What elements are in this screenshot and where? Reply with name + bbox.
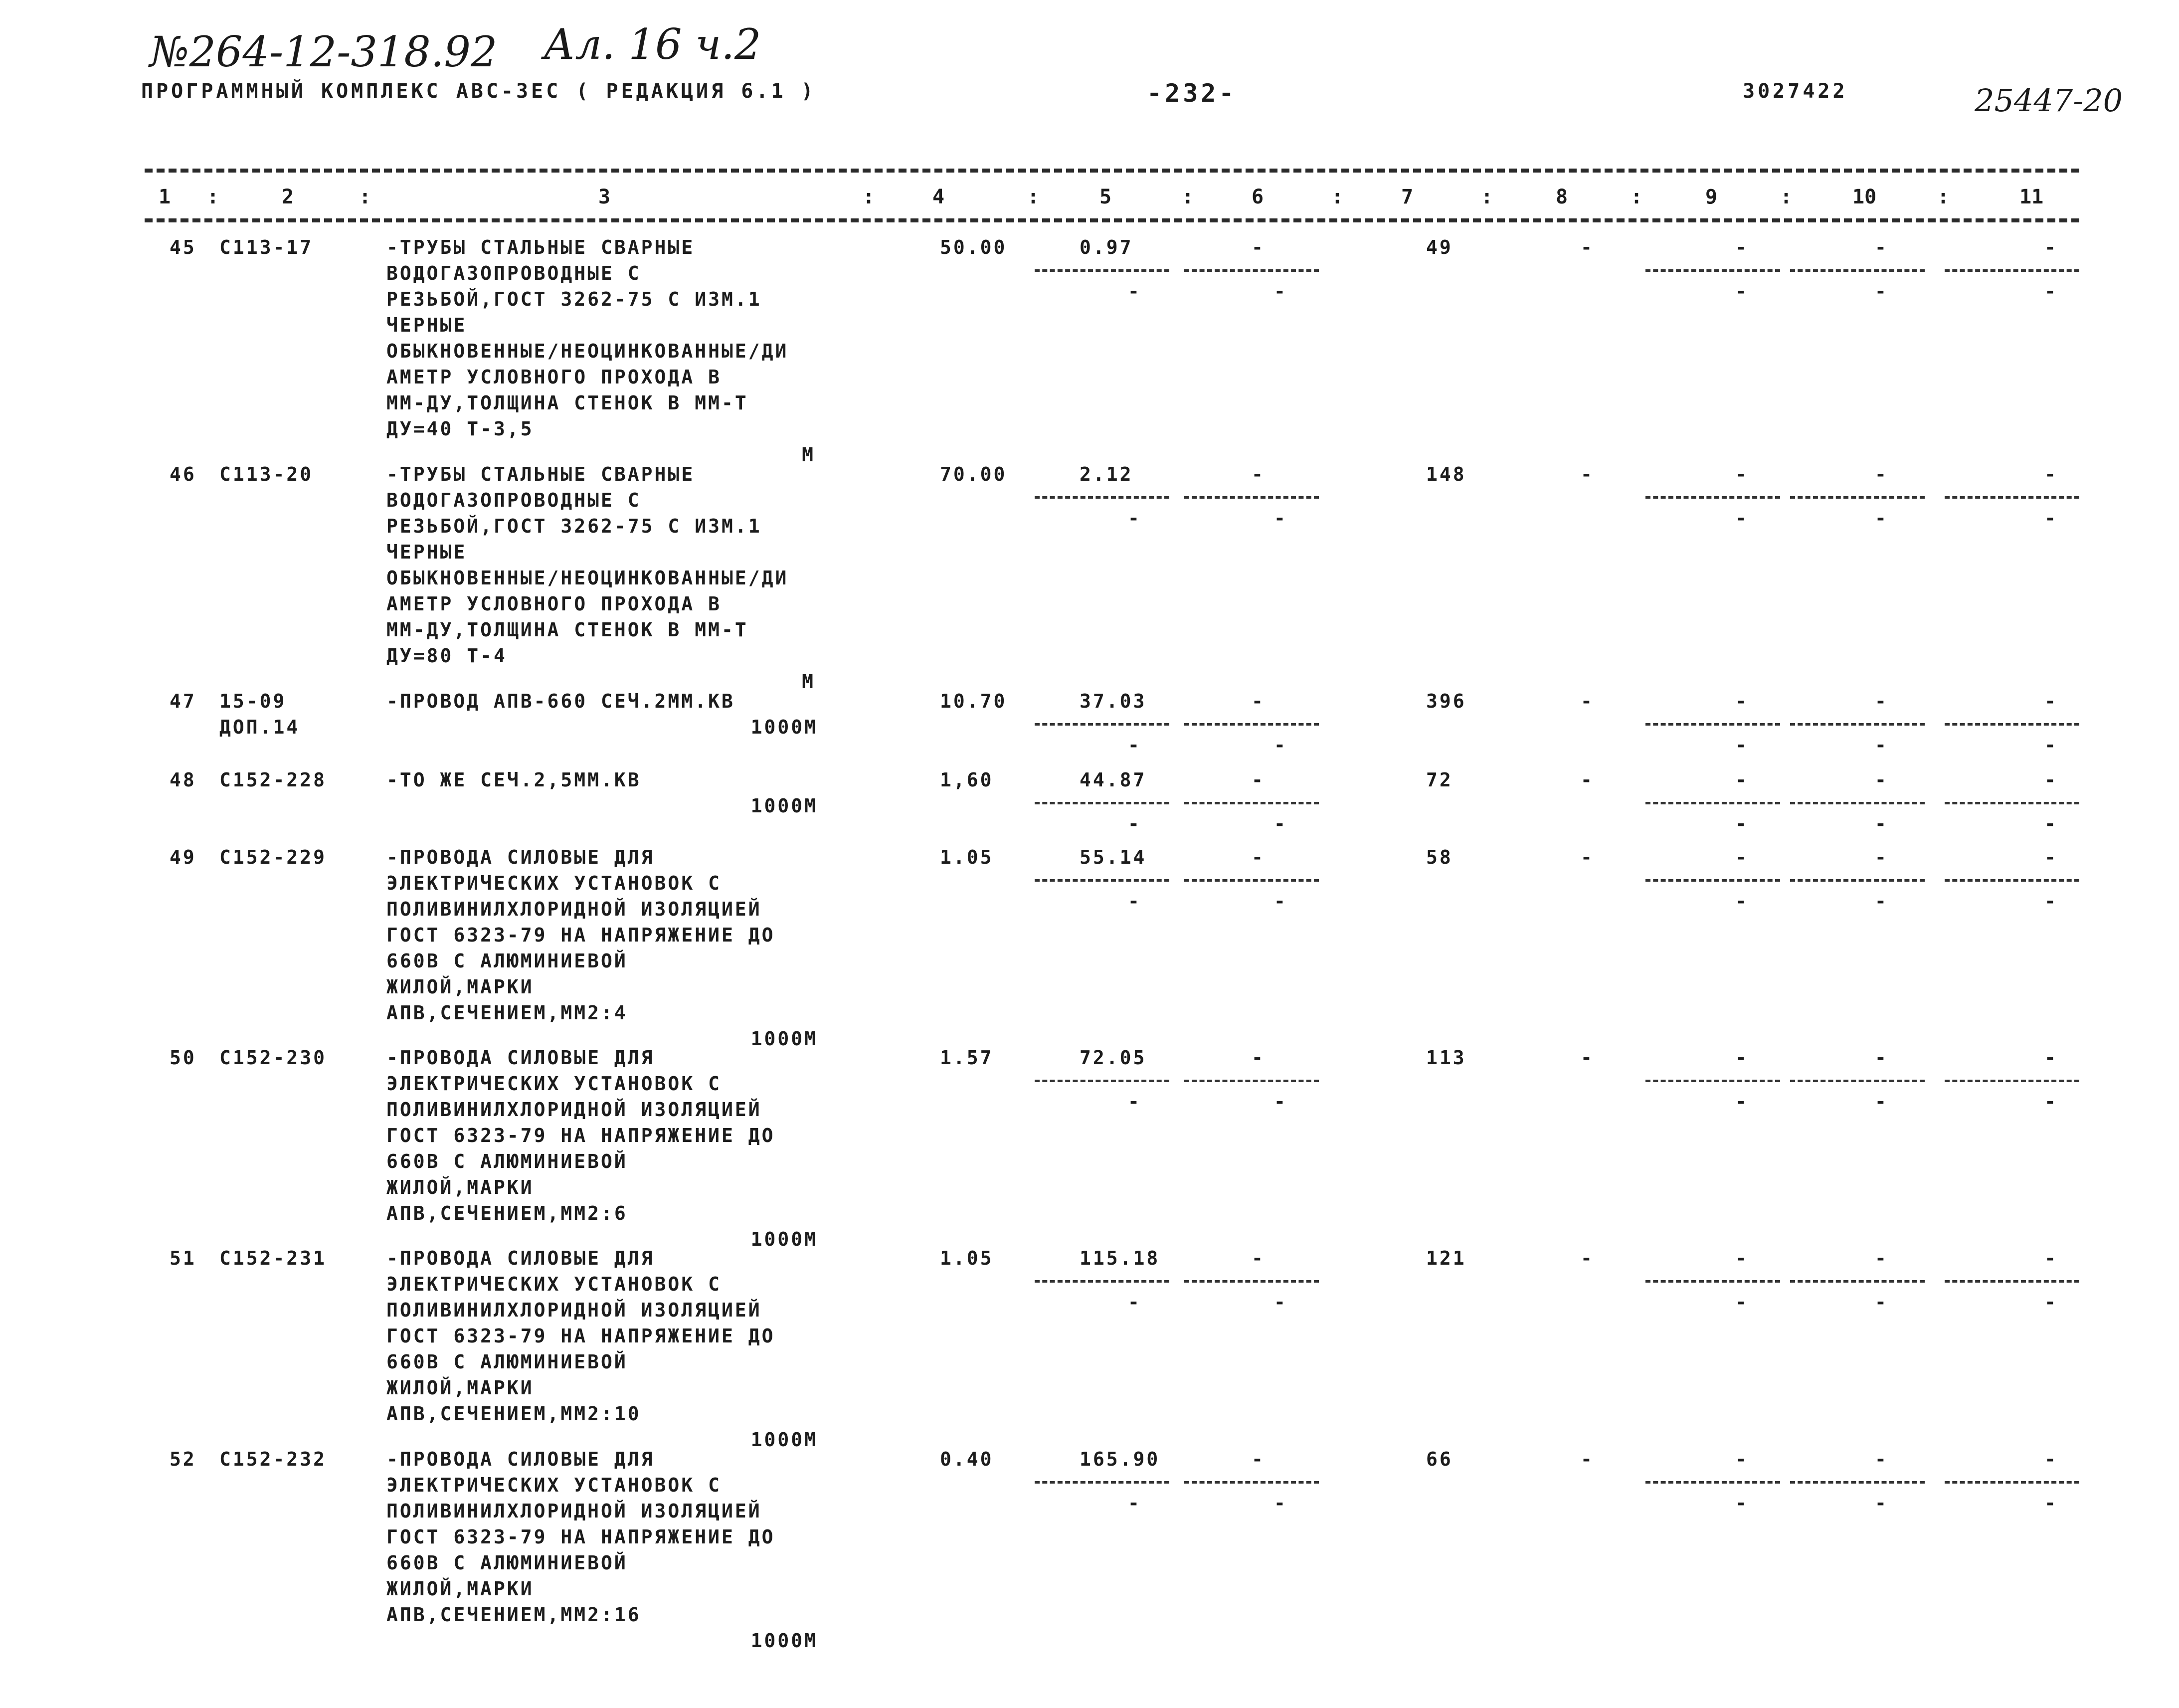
description-line: ЭЛЕКТРИЧЕСКИХ УСТАНОВОК С xyxy=(386,1273,722,1295)
handwritten-sheet: Ал. 16 ч.2 xyxy=(544,20,761,69)
dash-lower-col-10: - xyxy=(1875,890,1888,912)
description-line: ГОСТ 6323-79 НА НАПРЯЖЕНИЕ ДО xyxy=(386,1526,775,1548)
dash-col-10: - xyxy=(1875,1247,1888,1269)
dash-lower-col-9: - xyxy=(1735,890,1749,912)
dash-col-9: - xyxy=(1735,769,1749,791)
column-separator: : xyxy=(1182,186,1194,208)
dash-col-11: - xyxy=(2044,1047,2058,1069)
description-line: ЧЕРНЫЕ xyxy=(386,541,467,563)
description-line: ГОСТ 6323-79 НА НАПРЯЖЕНИЕ ДО xyxy=(386,1325,775,1347)
row-number: 45 xyxy=(170,236,196,258)
total-cost: 396 xyxy=(1426,690,1466,712)
dash-lower-col-9: - xyxy=(1735,507,1749,529)
dash-col-10: - xyxy=(1875,463,1888,485)
resource-code: С152-230 xyxy=(219,1047,327,1069)
quantity: 1.57 xyxy=(940,1047,994,1069)
dash-lower-col-9: - xyxy=(1735,1091,1749,1113)
dash-lower-col-5: - xyxy=(1128,813,1141,835)
quantity: 1,60 xyxy=(940,769,994,791)
resource-code: С152-228 xyxy=(219,769,327,791)
description-line: АПВ,СЕЧЕНИЕМ,ММ2:6 xyxy=(386,1202,628,1224)
description-line: ПОЛИВИНИЛХЛОРИДНОЙ ИЗОЛЯЦИЕЙ xyxy=(386,1299,762,1321)
column-header-7: 7 xyxy=(1401,186,1414,208)
dashed-line-col-10 xyxy=(1790,496,1925,499)
dash-lower-col-10: - xyxy=(1875,734,1888,756)
dashed-line-col-10 xyxy=(1790,1280,1925,1283)
dashed-line-col-10 xyxy=(1790,269,1925,272)
column-separator: : xyxy=(1780,186,1793,208)
description-line: -ТРУБЫ СТАЛЬНЫЕ СВАРНЫЕ xyxy=(386,463,695,485)
dashed-line-col-6 xyxy=(1184,802,1319,804)
dashed-line-col-5 xyxy=(1035,269,1169,272)
description-line: ПОЛИВИНИЛХЛОРИДНОЙ ИЗОЛЯЦИЕЙ xyxy=(386,1500,762,1522)
description-line: -ПРОВОД АПВ-660 СЕЧ.2ММ.КВ xyxy=(386,690,735,712)
description-line: ГОСТ 6323-79 НА НАПРЯЖЕНИЕ ДО xyxy=(386,1125,775,1146)
rule-header-bottom xyxy=(145,218,2079,222)
description-line: АМЕТР УСЛОВНОГО ПРОХОДА В xyxy=(386,366,722,388)
dash-lower-col-11: - xyxy=(2044,1091,2058,1113)
dashed-line-col-6 xyxy=(1184,496,1319,499)
dashed-line-col-9 xyxy=(1645,879,1780,882)
dash-col-11: - xyxy=(2044,236,2058,258)
description-line: ДУ=40 Т-3,5 xyxy=(386,418,534,440)
unit-price: 0.97 xyxy=(1080,236,1133,258)
dash-lower-col-5: - xyxy=(1128,1091,1141,1113)
description-line: 660В С АЛЮМИНИЕВОЙ xyxy=(386,1150,628,1172)
dash-lower-col-10: - xyxy=(1875,1492,1888,1514)
dash-lower-col-5: - xyxy=(1128,890,1141,912)
dash-lower-col-11: - xyxy=(2044,890,2058,912)
dash-lower-col-9: - xyxy=(1735,280,1749,302)
dash-col-8: - xyxy=(1581,236,1594,258)
row-number: 51 xyxy=(170,1247,196,1269)
dash-lower-col-6: - xyxy=(1274,813,1287,835)
dash-lower-col-10: - xyxy=(1875,507,1888,529)
quantity: 1.05 xyxy=(940,846,994,868)
dash-lower-col-11: - xyxy=(2044,813,2058,835)
dash-col-10: - xyxy=(1875,769,1888,791)
dash-col-8: - xyxy=(1581,690,1594,712)
description-line: АПВ,СЕЧЕНИЕМ,ММ2:16 xyxy=(386,1604,641,1626)
column-separator: : xyxy=(207,186,219,208)
description-line: АПВ,СЕЧЕНИЕМ,ММ2:4 xyxy=(386,1002,628,1024)
unit-label: 1000М xyxy=(750,795,818,817)
dash-lower-col-11: - xyxy=(2044,280,2058,302)
row-number: 46 xyxy=(170,463,196,485)
dashed-line-col-5 xyxy=(1035,1481,1169,1484)
description-line: ПОЛИВИНИЛХЛОРИДНОЙ ИЗОЛЯЦИЕЙ xyxy=(386,1099,762,1121)
column-header-6: 6 xyxy=(1252,186,1264,208)
description-line: -ПРОВОДА СИЛОВЫЕ ДЛЯ xyxy=(386,1448,655,1470)
description-line: -ПРОВОДА СИЛОВЫЕ ДЛЯ xyxy=(386,846,655,868)
description-line: ЖИЛОЙ,МАРКИ xyxy=(386,1578,534,1600)
description-line: ОБЫКНОВЕННЫЕ/НЕОЦИНКОВАННЫЕ/ДИ xyxy=(386,567,789,589)
dash-lower-col-5: - xyxy=(1128,507,1141,529)
column-header-9: 9 xyxy=(1705,186,1718,208)
dash-lower-col-6: - xyxy=(1274,1091,1287,1113)
description-line: ДУ=80 Т-4 xyxy=(386,645,507,667)
column-header-1: 1 xyxy=(159,186,171,208)
unit-price: 72.05 xyxy=(1080,1047,1147,1069)
dashed-line-col-5 xyxy=(1035,802,1169,804)
resource-code: С152-231 xyxy=(219,1247,327,1269)
dash-col-11: - xyxy=(2044,463,2058,485)
dashed-line-col-5 xyxy=(1035,496,1169,499)
dash-lower-col-6: - xyxy=(1274,1492,1287,1514)
dash-lower-col-9: - xyxy=(1735,813,1749,835)
total-cost: 121 xyxy=(1426,1247,1466,1269)
resource-code: С113-20 xyxy=(219,463,314,485)
dashed-line-col-10 xyxy=(1790,723,1925,726)
total-cost: 58 xyxy=(1426,846,1453,868)
quantity: 70.00 xyxy=(940,463,1007,485)
column-header-10: 10 xyxy=(1852,186,1877,208)
dashed-line-col-11 xyxy=(1945,1080,2079,1082)
description-line: РЕЗЬБОЙ,ГОСТ 3262-75 С ИЗМ.1 xyxy=(386,288,762,310)
column-header-8: 8 xyxy=(1556,186,1568,208)
description-line: РЕЗЬБОЙ,ГОСТ 3262-75 С ИЗМ.1 xyxy=(386,515,762,537)
description-line: ММ-ДУ,ТОЛЩИНА СТЕНОК В ММ-Т xyxy=(386,392,748,414)
description-line: -ПРОВОДА СИЛОВЫЕ ДЛЯ xyxy=(386,1047,655,1069)
description-line: ВОДОГАЗОПРОВОДНЫЕ С xyxy=(386,262,641,284)
dashed-line-col-9 xyxy=(1645,496,1780,499)
quantity: 10.70 xyxy=(940,690,1007,712)
dash-col-8: - xyxy=(1581,1448,1594,1470)
total-cost: 49 xyxy=(1426,236,1453,258)
dash-col-11: - xyxy=(2044,769,2058,791)
dashed-line-col-10 xyxy=(1790,1080,1925,1082)
dashed-line-col-5 xyxy=(1035,879,1169,882)
description-line: ЖИЛОЙ,МАРКИ xyxy=(386,1176,534,1198)
dash-col-6: - xyxy=(1252,1448,1265,1470)
handwritten-right-code: 25447-20 xyxy=(1975,82,2123,119)
dash-col-6: - xyxy=(1252,1247,1265,1269)
dashed-line-col-9 xyxy=(1645,1080,1780,1082)
dashed-line-col-11 xyxy=(1945,1481,2079,1484)
dash-lower-col-6: - xyxy=(1274,890,1287,912)
row-number: 48 xyxy=(170,769,196,791)
unit-price: 165.90 xyxy=(1080,1448,1160,1470)
dash-col-9: - xyxy=(1735,1247,1749,1269)
description-line: ЧЕРНЫЕ xyxy=(386,314,467,336)
dash-col-10: - xyxy=(1875,236,1888,258)
dash-col-11: - xyxy=(2044,690,2058,712)
description-line: -ПРОВОДА СИЛОВЫЕ ДЛЯ xyxy=(386,1247,655,1269)
quantity: 50.00 xyxy=(940,236,1007,258)
dash-lower-col-5: - xyxy=(1128,1492,1141,1514)
dash-col-6: - xyxy=(1252,690,1265,712)
dash-lower-col-10: - xyxy=(1875,280,1888,302)
dash-col-10: - xyxy=(1875,1448,1888,1470)
rule-top xyxy=(145,169,2079,173)
dash-lower-col-5: - xyxy=(1128,734,1141,756)
resource-code-extra: ДОП.14 xyxy=(219,716,300,738)
dash-col-6: - xyxy=(1252,463,1265,485)
dashed-line-col-6 xyxy=(1184,269,1319,272)
row-number: 52 xyxy=(170,1448,196,1470)
dashed-line-col-6 xyxy=(1184,723,1319,726)
unit-label: 1000М xyxy=(750,1228,818,1250)
unit-price: 44.87 xyxy=(1080,769,1147,791)
dash-col-8: - xyxy=(1581,1247,1594,1269)
unit-label: М xyxy=(802,671,815,693)
resource-code: 15-09 xyxy=(219,690,287,712)
dash-lower-col-6: - xyxy=(1274,734,1287,756)
total-cost: 113 xyxy=(1426,1047,1466,1069)
dash-lower-col-11: - xyxy=(2044,734,2058,756)
dashed-line-col-6 xyxy=(1184,879,1319,882)
dash-col-11: - xyxy=(2044,846,2058,868)
dash-lower-col-9: - xyxy=(1735,734,1749,756)
dashed-line-col-9 xyxy=(1645,1280,1780,1283)
dashed-line-col-11 xyxy=(1945,496,2079,499)
dash-col-8: - xyxy=(1581,463,1594,485)
dashed-line-col-11 xyxy=(1945,1280,2079,1283)
column-separator: : xyxy=(1331,186,1344,208)
unit-price: 115.18 xyxy=(1080,1247,1160,1269)
row-number: 50 xyxy=(170,1047,196,1069)
column-header-2: 2 xyxy=(282,186,294,208)
dash-col-9: - xyxy=(1735,1448,1749,1470)
description-line: ЖИЛОЙ,МАРКИ xyxy=(386,1377,534,1399)
dash-lower-col-6: - xyxy=(1274,507,1287,529)
quantity: 1.05 xyxy=(940,1247,994,1269)
total-cost: 66 xyxy=(1426,1448,1453,1470)
dash-lower-col-11: - xyxy=(2044,1492,2058,1514)
dash-lower-col-11: - xyxy=(2044,1291,2058,1313)
dashed-line-col-9 xyxy=(1645,723,1780,726)
total-cost: 148 xyxy=(1426,463,1466,485)
unit-price: 37.03 xyxy=(1080,690,1147,712)
column-separator: : xyxy=(863,186,875,208)
dashed-line-col-5 xyxy=(1035,723,1169,726)
dash-col-8: - xyxy=(1581,846,1594,868)
dash-col-9: - xyxy=(1735,1047,1749,1069)
dashed-line-col-9 xyxy=(1645,269,1780,272)
dashed-line-col-10 xyxy=(1790,879,1925,882)
dash-col-6: - xyxy=(1252,846,1265,868)
unit-label: 1000М xyxy=(750,716,818,738)
unit-price: 55.14 xyxy=(1080,846,1147,868)
dashed-line-col-11 xyxy=(1945,269,2079,272)
dash-col-8: - xyxy=(1581,769,1594,791)
dashed-line-col-6 xyxy=(1184,1280,1319,1283)
dashed-line-col-5 xyxy=(1035,1080,1169,1082)
dashed-line-col-11 xyxy=(1945,723,2079,726)
dash-lower-col-5: - xyxy=(1128,280,1141,302)
unit-price: 2.12 xyxy=(1080,463,1133,485)
dash-col-6: - xyxy=(1252,1047,1265,1069)
dash-lower-col-11: - xyxy=(2044,507,2058,529)
description-line: ЭЛЕКТРИЧЕСКИХ УСТАНОВОК С xyxy=(386,1474,722,1496)
dashed-line-col-9 xyxy=(1645,802,1780,804)
column-header-3: 3 xyxy=(598,186,611,208)
dash-col-11: - xyxy=(2044,1247,2058,1269)
dashed-line-col-6 xyxy=(1184,1080,1319,1082)
dashed-line-col-10 xyxy=(1790,802,1925,804)
page-number: -232- xyxy=(1147,79,1237,108)
dash-col-10: - xyxy=(1875,690,1888,712)
description-line: АМЕТР УСЛОВНОГО ПРОХОДА В xyxy=(386,593,722,615)
dash-col-9: - xyxy=(1735,690,1749,712)
handwritten-doc-code: №264-12-318.92 xyxy=(150,27,498,76)
column-header-4: 4 xyxy=(932,186,945,208)
quantity: 0.40 xyxy=(940,1448,994,1470)
unit-label: 1000М xyxy=(750,1429,818,1451)
row-number: 47 xyxy=(170,690,196,712)
description-line: АПВ,СЕЧЕНИЕМ,ММ2:10 xyxy=(386,1403,641,1425)
column-separator: : xyxy=(1027,186,1040,208)
dash-col-10: - xyxy=(1875,846,1888,868)
dash-col-9: - xyxy=(1735,236,1749,258)
dash-col-9: - xyxy=(1735,846,1749,868)
column-header-5: 5 xyxy=(1099,186,1112,208)
dash-col-9: - xyxy=(1735,463,1749,485)
dash-lower-col-6: - xyxy=(1274,1291,1287,1313)
description-line: ГОСТ 6323-79 НА НАПРЯЖЕНИЕ ДО xyxy=(386,924,775,946)
unit-label: 1000М xyxy=(750,1028,818,1050)
description-line: ЭЛЕКТРИЧЕСКИХ УСТАНОВОК С xyxy=(386,1073,722,1095)
description-line: 660В С АЛЮМИНИЕВОЙ xyxy=(386,1351,628,1373)
dash-col-10: - xyxy=(1875,1047,1888,1069)
column-separator: : xyxy=(359,186,371,208)
column-separator: : xyxy=(1937,186,1950,208)
dashed-line-col-11 xyxy=(1945,879,2079,882)
description-line: 660В С АЛЮМИНИЕВОЙ xyxy=(386,950,628,972)
dash-lower-col-5: - xyxy=(1128,1291,1141,1313)
description-line: ВОДОГАЗОПРОВОДНЫЕ С xyxy=(386,489,641,511)
description-line: ЭЛЕКТРИЧЕСКИХ УСТАНОВОК С xyxy=(386,872,722,894)
resource-code: С113-17 xyxy=(219,236,314,258)
description-line: -ТРУБЫ СТАЛЬНЫЕ СВАРНЫЕ xyxy=(386,236,695,258)
dashed-line-col-5 xyxy=(1035,1280,1169,1283)
document-code: 3027422 xyxy=(1743,80,1848,103)
unit-label: М xyxy=(802,444,815,466)
description-line: -ТО ЖЕ СЕЧ.2,5ММ.КВ xyxy=(386,769,641,791)
unit-label: 1000М xyxy=(750,1630,818,1652)
dash-col-6: - xyxy=(1252,236,1265,258)
resource-code: С152-229 xyxy=(219,846,327,868)
dashed-line-col-10 xyxy=(1790,1481,1925,1484)
dash-lower-col-9: - xyxy=(1735,1492,1749,1514)
dash-lower-col-10: - xyxy=(1875,1091,1888,1113)
dash-col-6: - xyxy=(1252,769,1265,791)
dash-col-11: - xyxy=(2044,1448,2058,1470)
row-number: 49 xyxy=(170,846,196,868)
description-line: ПОЛИВИНИЛХЛОРИДНОЙ ИЗОЛЯЦИЕЙ xyxy=(386,898,762,920)
dash-lower-col-10: - xyxy=(1875,813,1888,835)
description-line: 660В С АЛЮМИНИЕВОЙ xyxy=(386,1552,628,1574)
dashed-line-col-6 xyxy=(1184,1481,1319,1484)
resource-code: С152-232 xyxy=(219,1448,327,1470)
dash-lower-col-6: - xyxy=(1274,280,1287,302)
column-separator: : xyxy=(1481,186,1493,208)
column-separator: : xyxy=(1631,186,1643,208)
dash-lower-col-10: - xyxy=(1875,1291,1888,1313)
dash-lower-col-9: - xyxy=(1735,1291,1749,1313)
description-line: ММ-ДУ,ТОЛЩИНА СТЕНОК В ММ-Т xyxy=(386,619,748,641)
total-cost: 72 xyxy=(1426,769,1453,791)
description-line: ЖИЛОЙ,МАРКИ xyxy=(386,976,534,998)
description-line: ОБЫКНОВЕННЫЕ/НЕОЦИНКОВАННЫЕ/ДИ xyxy=(386,340,789,362)
dashed-line-col-11 xyxy=(1945,802,2079,804)
program-title: ПРОГРАММНЫЙ КОМПЛЕКС АВС-ЗЕС ( РЕДАКЦИЯ 6.1 ) xyxy=(141,80,816,103)
dashed-line-col-9 xyxy=(1645,1481,1780,1484)
column-header-11: 11 xyxy=(2019,186,2044,208)
dash-col-8: - xyxy=(1581,1047,1594,1069)
